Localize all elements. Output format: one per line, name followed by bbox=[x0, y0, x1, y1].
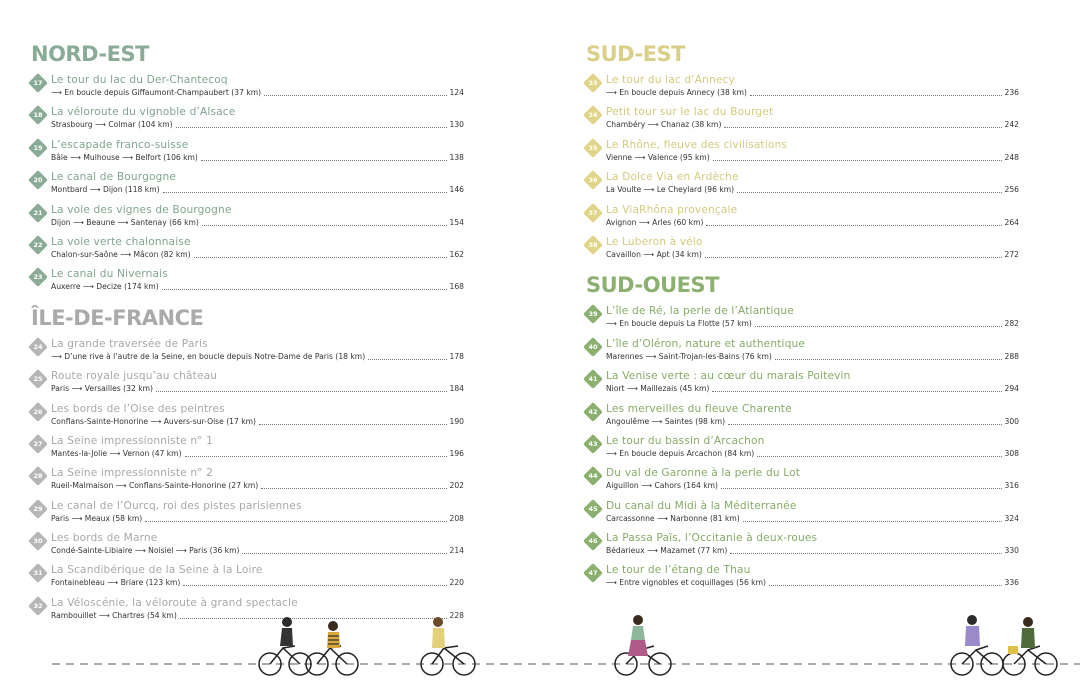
route-itinerary: ⟶ Entre vignobles et coquillages (56 km) bbox=[606, 578, 766, 588]
route-itinerary: Paris ⟶ Versailles (32 km) bbox=[51, 384, 153, 394]
route-number-badge bbox=[583, 138, 603, 158]
route-title[interactable]: La véloroute du vignoble d’Alsace bbox=[51, 106, 236, 119]
page-number[interactable]: 168 bbox=[449, 282, 464, 292]
dot-leader bbox=[743, 521, 1002, 522]
cyclist-woman-illustration bbox=[612, 612, 676, 678]
toc-entry[interactable] bbox=[586, 370, 1019, 402]
route-number: 17 bbox=[33, 79, 43, 87]
route-itinerary: Rambouillet ⟶ Chartres (54 km) bbox=[51, 610, 177, 620]
route-itinerary: Fontainebleau ⟶ Briare (123 km) bbox=[51, 578, 181, 588]
toc-entry[interactable] bbox=[31, 500, 464, 532]
route-number-badge bbox=[583, 235, 603, 255]
route-itinerary: Strasbourg ⟶ Colmar (104 km) bbox=[51, 120, 173, 130]
route-detail-line bbox=[606, 217, 1019, 228]
route-title[interactable]: L’île d’Oléron, nature et authentique bbox=[606, 337, 806, 350]
route-number: 34 bbox=[588, 111, 598, 120]
route-itinerary: Bédarieux ⟶ Mazamet (77 km) bbox=[606, 546, 728, 556]
dashed-ground-line bbox=[0, 663, 1080, 665]
route-detail-line bbox=[51, 480, 464, 491]
route-number-badge bbox=[583, 499, 603, 519]
page-number[interactable]: 248 bbox=[1004, 152, 1019, 162]
route-title[interactable]: La Seine impressionniste n° 1 bbox=[51, 434, 214, 447]
route-itinerary: La Voulte ⟶ Le Cheylard (96 km) bbox=[606, 185, 735, 195]
route-number: 28 bbox=[33, 472, 43, 481]
dot-leader bbox=[750, 95, 1002, 96]
toc-entry[interactable] bbox=[586, 236, 1019, 268]
toc-entry[interactable] bbox=[31, 370, 464, 402]
route-itinerary: Niort ⟶ Maillezais (45 km) bbox=[606, 384, 710, 394]
route-detail-line bbox=[606, 184, 1019, 195]
route-title[interactable]: La Seine impressionniste n° 2 bbox=[51, 467, 214, 480]
route-itinerary: Bâle ⟶ Mulhouse ⟶ Belfort (106 km) bbox=[51, 152, 198, 162]
route-title[interactable]: La Scandibérique de la Seine à la Loire bbox=[51, 564, 263, 577]
route-number: 29 bbox=[33, 504, 43, 513]
dot-leader bbox=[728, 424, 1001, 425]
page-number[interactable]: 220 bbox=[449, 578, 464, 588]
dot-leader bbox=[176, 127, 447, 128]
toc-entry[interactable] bbox=[31, 268, 464, 300]
toc-entry[interactable] bbox=[586, 204, 1019, 236]
route-itinerary: Angoulême ⟶ Saintes (98 km) bbox=[606, 416, 726, 426]
route-title[interactable]: L’escapade franco-suisse bbox=[51, 138, 189, 151]
route-number-badge bbox=[583, 170, 603, 190]
route-detail-line bbox=[51, 513, 464, 524]
route-title[interactable]: La Passa Païs, l’Occitanie à deux-roues bbox=[606, 532, 818, 545]
route-title[interactable]: Le tour du lac du Der-Chantecoq bbox=[51, 74, 228, 86]
route-detail-line bbox=[606, 87, 1019, 98]
route-title[interactable]: Le tour de l’étang de Thau bbox=[606, 564, 751, 577]
dot-leader bbox=[163, 192, 447, 193]
page-number[interactable]: 178 bbox=[449, 351, 464, 361]
route-number: 21 bbox=[33, 208, 43, 217]
cyclists-couple-illustration bbox=[948, 612, 1060, 678]
route-number-badge bbox=[28, 337, 48, 357]
route-number-badge bbox=[583, 434, 603, 454]
dot-leader bbox=[730, 553, 1001, 554]
route-number: 25 bbox=[33, 375, 43, 384]
route-number: 41 bbox=[588, 375, 598, 384]
page-number[interactable]: 162 bbox=[449, 249, 464, 259]
dot-leader bbox=[712, 391, 1001, 392]
route-number-badge bbox=[28, 402, 48, 422]
section-title: SUD-EST bbox=[586, 42, 686, 66]
page-number[interactable]: 236 bbox=[1004, 88, 1019, 97]
route-number-badge bbox=[28, 105, 48, 125]
route-itinerary: ⟶ D’une rive à l’autre de la Seine, en boucle depuis Notre-Dame de Paris (18 km) bbox=[51, 351, 366, 361]
route-title[interactable]: La voie des vignes de Bourgogne bbox=[51, 203, 232, 216]
page-number[interactable]: 316 bbox=[1004, 481, 1019, 491]
route-itinerary: Rueil-Malmaison ⟶ Conflans-Sainte-Honorine (27 km) bbox=[51, 481, 259, 491]
route-number-badge bbox=[583, 73, 603, 93]
toc-entry[interactable] bbox=[31, 435, 464, 467]
toc-entry[interactable] bbox=[31, 139, 464, 171]
route-detail-line bbox=[51, 383, 464, 394]
route-itinerary: Aiguillon ⟶ Cahors (164 km) bbox=[606, 481, 718, 491]
route-itinerary: Condé-Sainte-Libiaire ⟶ Noisiel ⟶ Paris (36 km) bbox=[51, 546, 240, 556]
page-number[interactable]: 214 bbox=[449, 546, 464, 556]
toc-entry[interactable] bbox=[586, 338, 1019, 370]
route-title[interactable]: La ViaRhôna provençale bbox=[606, 203, 738, 216]
route-title[interactable]: La voie verte chalonnaise bbox=[51, 235, 191, 248]
route-title[interactable]: La grande traversée de Paris bbox=[51, 337, 208, 350]
route-number: 43 bbox=[588, 439, 598, 448]
route-number-badge bbox=[28, 564, 48, 584]
route-detail-line bbox=[606, 152, 1019, 163]
route-number: 38 bbox=[588, 240, 598, 249]
route-detail-line bbox=[51, 351, 464, 362]
page-number[interactable]: 256 bbox=[1004, 185, 1019, 195]
dot-leader bbox=[194, 257, 447, 258]
route-number: 40 bbox=[588, 342, 598, 351]
route-number-badge bbox=[583, 337, 603, 357]
route-number: 33 bbox=[588, 79, 598, 87]
left-column bbox=[31, 40, 464, 629]
page-number[interactable]: 288 bbox=[1004, 351, 1019, 361]
section-title: SUD-OUEST bbox=[586, 273, 719, 298]
entry-list bbox=[31, 74, 464, 301]
route-itinerary: ⟶ En boucle depuis Giffaumont-Champaubert (37 km) bbox=[51, 88, 262, 97]
section-sud-ouest bbox=[586, 271, 1019, 597]
cyclists-pair-illustration bbox=[255, 612, 365, 676]
route-number-badge bbox=[28, 235, 48, 255]
route-itinerary: Avignon ⟶ Arles (60 km) bbox=[606, 217, 704, 227]
route-title[interactable]: Le Luberon à vélo bbox=[606, 235, 703, 248]
route-itinerary: Chambéry ⟶ Chanaz (38 km) bbox=[606, 120, 722, 130]
route-number: 23 bbox=[33, 273, 43, 282]
route-itinerary: Mantes-la-Jolie ⟶ Vernon (47 km) bbox=[51, 448, 182, 458]
route-title[interactable]: Le canal du Nivernais bbox=[51, 268, 168, 281]
right-column bbox=[586, 40, 1019, 597]
dot-leader bbox=[706, 225, 1001, 226]
dot-leader bbox=[755, 326, 1002, 327]
dot-leader bbox=[185, 456, 447, 457]
route-title[interactable]: La Véloscénie, la véloroute à grand spectacle bbox=[51, 596, 298, 609]
page-number[interactable]: 202 bbox=[449, 481, 464, 491]
section-nord-est bbox=[31, 40, 464, 301]
route-number-badge bbox=[28, 466, 48, 486]
dot-leader bbox=[202, 225, 447, 226]
route-detail-line bbox=[51, 217, 464, 228]
route-itinerary: ⟶ En boucle depuis Annecy (38 km) bbox=[606, 88, 747, 97]
route-number: 31 bbox=[33, 569, 43, 578]
page-number[interactable]: 146 bbox=[449, 185, 464, 195]
page-number[interactable]: 282 bbox=[1004, 319, 1019, 329]
route-detail-line bbox=[606, 383, 1019, 394]
dot-leader bbox=[721, 488, 1002, 489]
route-number: 42 bbox=[588, 407, 598, 416]
route-number: 30 bbox=[33, 537, 43, 546]
toc-entry[interactable] bbox=[586, 74, 1019, 106]
route-detail-line bbox=[606, 318, 1019, 329]
route-detail-line bbox=[606, 577, 1019, 588]
route-number: 47 bbox=[588, 569, 598, 578]
route-itinerary: Dijon ⟶ Beaune ⟶ Santenay (66 km) bbox=[51, 217, 199, 227]
route-number: 45 bbox=[588, 504, 598, 513]
toc-entry[interactable] bbox=[31, 467, 464, 499]
page-number[interactable]: 330 bbox=[1004, 546, 1019, 556]
route-number: 39 bbox=[588, 310, 598, 319]
route-number-badge bbox=[583, 203, 603, 223]
route-detail-line bbox=[606, 119, 1019, 130]
route-number-badge bbox=[583, 402, 603, 422]
route-title[interactable]: Les bords de Marne bbox=[51, 532, 158, 545]
route-number-badge bbox=[583, 564, 603, 584]
route-number-badge bbox=[28, 369, 48, 389]
toc-entry[interactable] bbox=[586, 532, 1019, 564]
page-number[interactable]: 228 bbox=[449, 610, 464, 620]
route-detail-line bbox=[606, 249, 1019, 260]
section-ile-de-france bbox=[31, 304, 464, 630]
route-itinerary: ⟶ En boucle depuis La Flotte (57 km) bbox=[606, 319, 752, 329]
dot-leader bbox=[724, 127, 1001, 128]
route-itinerary: Marennes ⟶ Saint-Trojan-les-Bains (76 km) bbox=[606, 351, 772, 361]
dot-leader bbox=[183, 585, 446, 586]
dot-leader bbox=[201, 160, 447, 161]
route-number: 27 bbox=[33, 439, 43, 448]
route-number: 46 bbox=[588, 537, 598, 546]
route-number: 44 bbox=[588, 472, 598, 481]
toc-entry[interactable] bbox=[31, 564, 464, 596]
route-number-badge bbox=[583, 369, 603, 389]
toc-entry[interactable] bbox=[586, 435, 1019, 467]
route-title[interactable]: Le Rhône, fleuve des civilisations bbox=[606, 138, 788, 151]
section-title: NORD-EST bbox=[31, 42, 149, 66]
page-number[interactable]: 300 bbox=[1004, 416, 1019, 426]
route-number-badge bbox=[28, 73, 48, 93]
page-number[interactable]: 138 bbox=[449, 152, 464, 162]
page-number[interactable]: 208 bbox=[449, 513, 464, 523]
toc-entry[interactable] bbox=[31, 171, 464, 203]
route-title[interactable]: La Dolce Via en Ardèche bbox=[606, 171, 739, 184]
toc-entry[interactable] bbox=[31, 532, 464, 564]
route-detail-line bbox=[51, 416, 464, 427]
dot-leader bbox=[368, 359, 446, 360]
toc-entry[interactable] bbox=[31, 204, 464, 236]
route-number-badge bbox=[28, 267, 48, 287]
page-number[interactable]: 294 bbox=[1004, 384, 1019, 394]
dot-leader bbox=[145, 521, 446, 522]
route-title[interactable]: Du canal du Midi à la Méditerranée bbox=[606, 499, 797, 512]
route-detail-line bbox=[51, 577, 464, 588]
toc-entry[interactable] bbox=[31, 403, 464, 435]
page-number[interactable]: 324 bbox=[1004, 513, 1019, 523]
route-number: 32 bbox=[33, 601, 43, 610]
route-number-badge bbox=[28, 531, 48, 551]
route-title[interactable]: Le tour du bassin d’Arcachon bbox=[606, 434, 765, 447]
entry-list bbox=[31, 338, 464, 630]
section-title: ÎLE-DE-FRANCE bbox=[31, 305, 204, 330]
route-itinerary: Carcassonne ⟶ Narbonne (81 km) bbox=[606, 513, 740, 523]
dot-leader bbox=[264, 95, 446, 96]
route-number-badge bbox=[583, 105, 603, 125]
route-itinerary: Auxerre ⟶ Decize (174 km) bbox=[51, 282, 159, 292]
page-number[interactable]: 242 bbox=[1004, 120, 1019, 130]
route-itinerary: Paris ⟶ Meaux (58 km) bbox=[51, 513, 143, 523]
dot-leader bbox=[259, 424, 446, 425]
toc-entry[interactable] bbox=[31, 597, 464, 629]
toc-entry[interactable] bbox=[31, 74, 464, 106]
route-number: 18 bbox=[33, 111, 43, 120]
route-number: 20 bbox=[33, 176, 43, 185]
route-number: 35 bbox=[588, 143, 598, 152]
dot-leader bbox=[705, 257, 1002, 258]
route-detail-line bbox=[51, 184, 464, 195]
dot-leader bbox=[156, 391, 447, 392]
route-title[interactable]: La Venise verte : au cœur du marais Poitevin bbox=[606, 370, 851, 383]
dot-leader bbox=[757, 456, 1001, 457]
route-detail-line bbox=[51, 281, 464, 292]
dot-leader bbox=[261, 488, 446, 489]
toc-entry[interactable] bbox=[586, 403, 1019, 435]
route-detail-line bbox=[51, 87, 464, 98]
toc-entry[interactable] bbox=[31, 338, 464, 370]
route-number-badge bbox=[28, 170, 48, 190]
route-detail-line bbox=[606, 513, 1019, 524]
dot-leader bbox=[775, 359, 1002, 360]
route-detail-line bbox=[606, 480, 1019, 491]
route-title[interactable]: Le tour du lac d’Annecy bbox=[606, 74, 735, 86]
page-number[interactable]: 184 bbox=[449, 384, 464, 394]
dot-leader bbox=[769, 585, 1002, 586]
dot-leader bbox=[162, 289, 447, 290]
page-number[interactable]: 154 bbox=[449, 217, 464, 227]
route-number-badge bbox=[28, 434, 48, 454]
route-title[interactable]: Le canal de Bourgogne bbox=[51, 171, 176, 184]
route-itinerary: Cavaillon ⟶ Apt (34 km) bbox=[606, 249, 702, 259]
dot-leader bbox=[713, 160, 1002, 161]
route-detail-line bbox=[51, 545, 464, 556]
page-number[interactable]: 190 bbox=[449, 416, 464, 426]
toc-entry[interactable] bbox=[31, 106, 464, 138]
route-title[interactable]: Petit tour sur le lac du Bourget bbox=[606, 106, 774, 119]
cyclist-illustration bbox=[418, 616, 480, 678]
route-number: 26 bbox=[33, 407, 43, 416]
route-number-badge bbox=[583, 531, 603, 551]
route-detail-line bbox=[51, 119, 464, 130]
route-number-badge bbox=[28, 138, 48, 158]
route-detail-line bbox=[606, 351, 1019, 362]
route-detail-line bbox=[51, 152, 464, 163]
route-detail-line bbox=[606, 545, 1019, 556]
page-number[interactable]: 264 bbox=[1004, 217, 1019, 227]
route-number: 22 bbox=[33, 240, 43, 249]
route-itinerary: Vienne ⟶ Valence (95 km) bbox=[606, 152, 710, 162]
route-number-badge bbox=[28, 499, 48, 519]
dot-leader bbox=[737, 192, 1001, 193]
page-number[interactable]: 272 bbox=[1004, 249, 1019, 259]
route-detail-line bbox=[606, 448, 1019, 459]
route-itinerary: Chalon-sur-Saône ⟶ Mâcon (82 km) bbox=[51, 249, 191, 259]
route-title[interactable]: Le canal de l’Ourcq, roi des pistes parisiennes bbox=[51, 499, 302, 512]
toc-entry[interactable] bbox=[586, 139, 1019, 171]
dot-leader bbox=[242, 553, 446, 554]
route-number: 36 bbox=[588, 176, 598, 185]
route-itinerary: ⟶ En boucle depuis Arcachon (84 km) bbox=[606, 448, 755, 458]
route-itinerary: Conflans-Sainte-Honorine ⟶ Auvers-sur-Oise (17 km) bbox=[51, 416, 257, 426]
entry-list bbox=[586, 305, 1019, 597]
route-detail-line bbox=[51, 448, 464, 459]
route-title[interactable]: Route royale jusqu’au château bbox=[51, 370, 218, 383]
entry-list bbox=[586, 74, 1019, 268]
toc-entry[interactable] bbox=[586, 467, 1019, 499]
toc-entry[interactable] bbox=[31, 236, 464, 268]
route-detail-line bbox=[606, 416, 1019, 427]
route-number: 37 bbox=[588, 208, 598, 217]
page-number[interactable]: 130 bbox=[449, 120, 464, 130]
toc-entry[interactable] bbox=[586, 500, 1019, 532]
toc-entry[interactable] bbox=[586, 564, 1019, 596]
toc-entry[interactable] bbox=[586, 171, 1019, 203]
page-number[interactable]: 124 bbox=[449, 88, 464, 97]
route-title[interactable]: Les bords de l’Oise des peintres bbox=[51, 402, 225, 415]
toc-entry[interactable] bbox=[586, 106, 1019, 138]
page-number[interactable]: 336 bbox=[1004, 578, 1019, 588]
route-number-badge bbox=[28, 203, 48, 223]
route-title[interactable]: L’île de Ré, la perle de l’Atlantique bbox=[606, 305, 794, 318]
toc-entry[interactable] bbox=[586, 305, 1019, 337]
section-sud-est bbox=[586, 40, 1019, 268]
page-number[interactable]: 308 bbox=[1004, 448, 1019, 458]
route-number: 19 bbox=[33, 143, 43, 152]
route-number: 24 bbox=[33, 342, 43, 351]
route-title[interactable]: Les merveilles du fleuve Charente bbox=[606, 402, 792, 415]
route-detail-line bbox=[51, 249, 464, 260]
route-number-badge bbox=[583, 466, 603, 486]
route-number-badge bbox=[28, 596, 48, 616]
route-number-badge bbox=[583, 304, 603, 324]
route-title[interactable]: Du val de Garonne à la perle du Lot bbox=[606, 467, 801, 480]
route-itinerary: Montbard ⟶ Dijon (118 km) bbox=[51, 185, 160, 195]
page-number[interactable]: 196 bbox=[449, 448, 464, 458]
